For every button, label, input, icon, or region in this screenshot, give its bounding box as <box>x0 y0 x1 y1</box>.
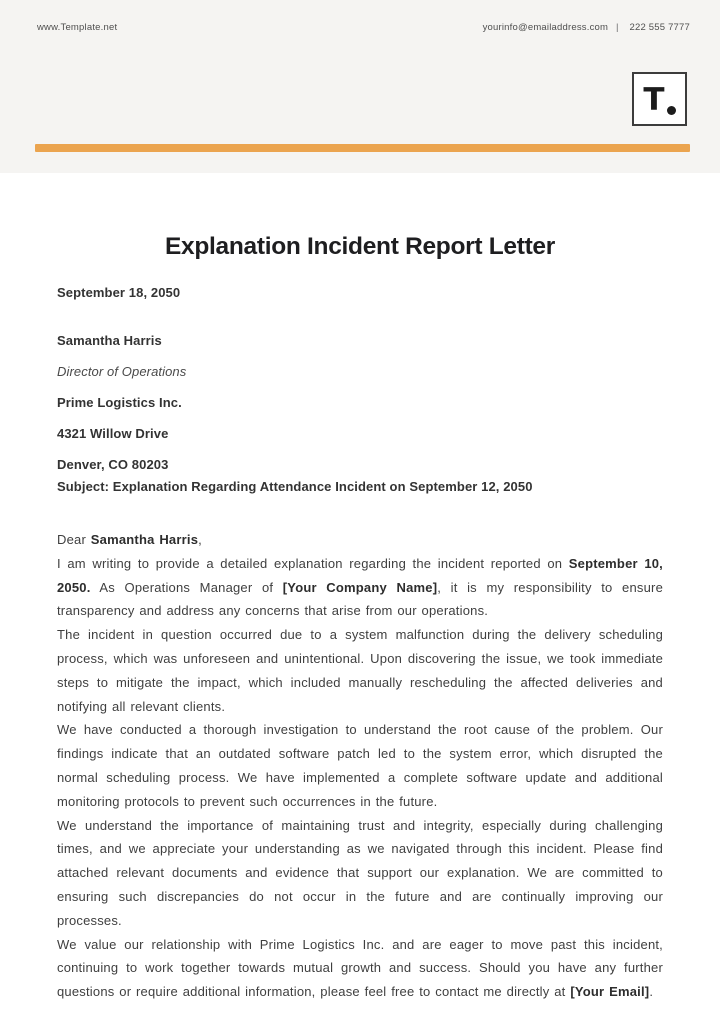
recipient-line: Samantha Harris <box>57 333 162 348</box>
bold-text: September 10, 2050. <box>57 555 663 595</box>
brand-logo <box>632 72 687 126</box>
bold-text: Samantha Harris <box>90 532 199 547</box>
email-text: yourinfo@emailaddress.com <box>482 22 609 33</box>
text: We have conducted a thorough investigation to understand the root cause of the problem. Our findings indicate that an outdated software patch led to the system error, which disrupted the normal scheduling process. We have implemented a complete software update and additional monitoring protocols to prevent such occurrences in the future. <box>57 722 663 809</box>
letter-body <box>57 528 663 1004</box>
paragraph <box>57 552 663 623</box>
recipient-line: Director of Operations <box>57 364 187 379</box>
recipient-line: 4321 Willow Drive <box>57 426 169 441</box>
recipient-line: Denver, CO 80203 <box>57 457 169 472</box>
accent-bar <box>35 144 690 152</box>
text: Dear <box>57 532 91 547</box>
bold-text: [Your Email] <box>570 984 650 1000</box>
letter-content <box>0 230 720 1004</box>
recipient-block <box>57 330 663 476</box>
text: , <box>198 532 202 547</box>
recipient-line: Prime Logistics Inc. <box>57 395 182 410</box>
text: The incident in question occurred due to a system malfunction during the delivery scheduling process, which was unforeseen and unintentional. Upon discovering the issue, we took immediate steps to mitigate the impact, which included manually rescheduling the affected deliveries and notifying all relevant clients. <box>57 627 663 714</box>
subject-line: Subject: Explanation Regarding Attendance Incident on September 12, 2050 <box>57 479 533 494</box>
letter-title: Explanation Incident Report Letter <box>164 233 555 260</box>
logo-dot-icon <box>667 106 676 115</box>
letter-date: September 18, 2050 <box>57 285 181 300</box>
text: As Operations Manager of <box>90 579 283 595</box>
paragraph <box>57 623 663 718</box>
paragraph <box>57 718 663 813</box>
paragraph <box>57 933 663 1004</box>
contact-separator: | <box>615 22 619 33</box>
contact-line <box>480 22 690 33</box>
paragraph <box>57 814 663 933</box>
letterhead-top-row <box>0 0 720 33</box>
salutation <box>57 528 663 552</box>
phone-text: 222 555 7777 <box>629 22 690 33</box>
logo-letter: T <box>643 82 665 118</box>
text: We value our relationship with Prime Logistics Inc. and are eager to move past this incident, continuing to work together towards mutual growth and success. Should you have any further questions or require additional information, please feel free to contact me directly at <box>57 936 663 1000</box>
letterhead <box>0 0 720 173</box>
text: , it is my responsibility to ensure transparency and address any concerns that arise from our operations. <box>57 579 663 619</box>
text: We understand the importance of maintaining trust and integrity, especially during challenging times, and we appreciate your understanding as we navigated through this incident. Please find attached relevant documents and evidence that support our explanation. We are committed to ensuring such discrepancies do not occur in the future and are continually improving our processes. <box>57 817 663 928</box>
text: I am writing to provide a detailed explanation regarding the incident reported on <box>57 555 569 571</box>
bold-text: [Your Company Name] <box>282 579 438 595</box>
text: . <box>649 984 654 1000</box>
website-text: www.Template.net <box>37 22 118 33</box>
